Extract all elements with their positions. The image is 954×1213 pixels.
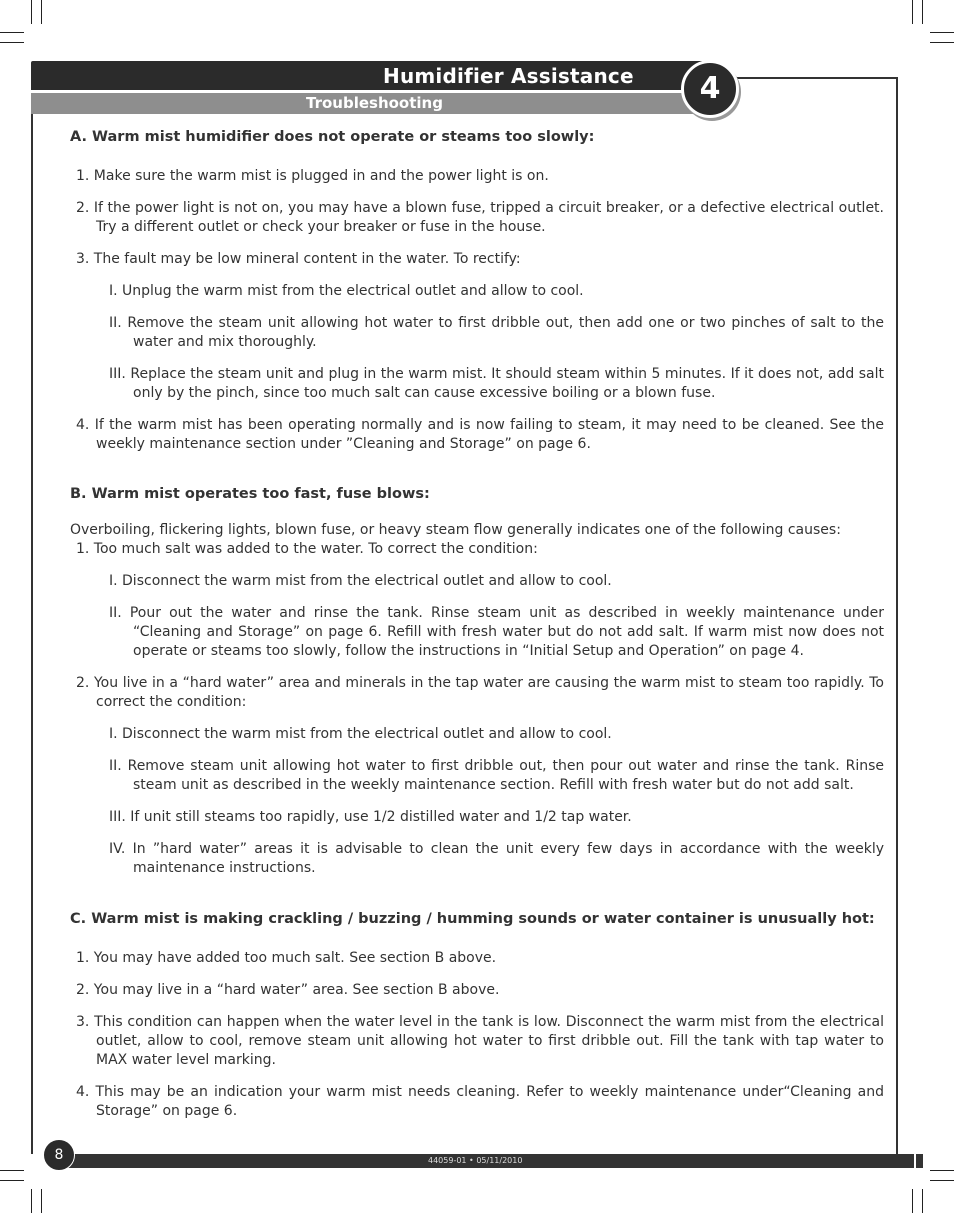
list-item: 1. Too much salt was added to the water. To correct the condition: [76,541,538,557]
crop-mark [930,42,954,43]
crop-mark [41,1189,42,1213]
sub-list-item: III. If unit still steams too rapidly, use 1/2 distilled water and 1/2 tap water. [109,809,632,825]
crop-mark [912,0,913,24]
crop-mark [930,1170,954,1171]
list-item: 1. You may have added too much salt. See section B above. [76,950,497,966]
section-c-heading: C. Warm mist is making crackling / buzzing / humming sounds or water container is unusually hot: [70,911,875,927]
list-item: 1. Make sure the warm mist is plugged in and the power light is on. [76,168,549,184]
crop-mark [31,1189,32,1213]
page-number: 8 [43,1139,75,1171]
crop-mark [930,32,954,33]
troubleshooting-content [70,128,884,1121]
sub-list-item: I. Disconnect the warm mist from the electrical outlet and allow to cool. [109,726,612,742]
crop-mark [0,1180,24,1181]
frame-line-right [896,77,898,1154]
sub-list-item: II. Remove steam unit allowing hot water to first dribble out, then pour out water and rinse the tank. Rinse steam unit as described in the weekly maintenance section. Refill with fresh water but do not add salt. [109,758,884,793]
crop-mark [912,1189,913,1213]
list-item: 2. You live in a “hard water” area and minerals in the tap water are causing the warm mist to steam too rapidly. To correct the condition: [76,675,884,710]
list-item: 2. You may live in a “hard water” area. See section B above. [76,982,500,998]
crop-mark [0,32,24,33]
document-code: 44059-01 • 05/11/2010 [428,1156,523,1165]
sub-list-item: III. Replace the steam unit and plug in the warm mist. It should steam within 5 minutes. If it does not, add salt only by the pinch, since too much salt can cause excessive boiling or a blown fuse. [109,366,884,401]
list-item: 4. If the warm mist has been operating normally and is now failing to steam, it may need to be cleaned. See the weekly maintenance section under ”Cleaning and Storage” on page 6. [76,417,884,452]
section-subtitle: Troubleshooting [306,94,443,112]
sub-list-item: I. Disconnect the warm mist from the electrical outlet and allow to cool. [109,573,612,589]
crop-mark [0,42,24,43]
crop-mark [922,1189,923,1213]
frame-line-left [31,114,33,1154]
crop-mark [41,0,42,24]
section-b-intro: Overboiling, flickering lights, blown fuse, or heavy steam flow generally indicates one of the following causes: [70,522,841,538]
frame-line-top [725,77,898,79]
list-item: 3. The fault may be low mineral content in the water. To rectify: [76,251,521,267]
sub-list-item: I. Unplug the warm mist from the electrical outlet and allow to cool. [109,283,584,299]
page-title: Humidifier Assistance [383,64,634,88]
list-item: 2. If the power light is not on, you may have a blown fuse, tripped a circuit breaker, or a defective electrical outlet. Try a different outlet or check your breaker or fuse in the house. [76,200,884,235]
section-b-heading: B. Warm mist operates too fast, fuse blows: [70,486,430,502]
list-item: 4. This may be an indication your warm mist needs cleaning. Refer to weekly maintenance under“Cleaning and Storage” on page 6. [76,1084,884,1119]
sub-list-item: II. Remove the steam unit allowing hot water to first dribble out, then add one or two pinches of salt to the water and mix thoroughly. [109,315,884,350]
footer-bar-end [916,1154,923,1168]
list-item: 3. This condition can happen when the water level in the tank is low. Disconnect the warm mist from the electrical outlet, allow to cool, remove steam unit allowing hot water to first dribble out. Fill the tank with tap water to MAX water level marking. [76,1014,884,1068]
crop-mark [0,1170,24,1171]
sub-list-item: II. Pour out the water and rinse the tank. Rinse steam unit as described in weekly maintenance under “Cleaning and Storage” on page 6. Refill with fresh water but do not add salt. If warm mist now does not operate or steams too slowly, follow the instructions in “Initial Setup and Operation” on page 4. [109,605,884,659]
crop-mark [930,1180,954,1181]
crop-mark [31,0,32,24]
section-a-heading: A. Warm mist humidifier does not operate or steams too slowly: [70,129,595,145]
sub-list-item: IV. In ”hard water” areas it is advisable to clean the unit every few days in accordance with the weekly maintenance instructions. [109,841,884,876]
crop-mark [922,0,923,24]
chapter-badge: 4 [681,60,739,118]
